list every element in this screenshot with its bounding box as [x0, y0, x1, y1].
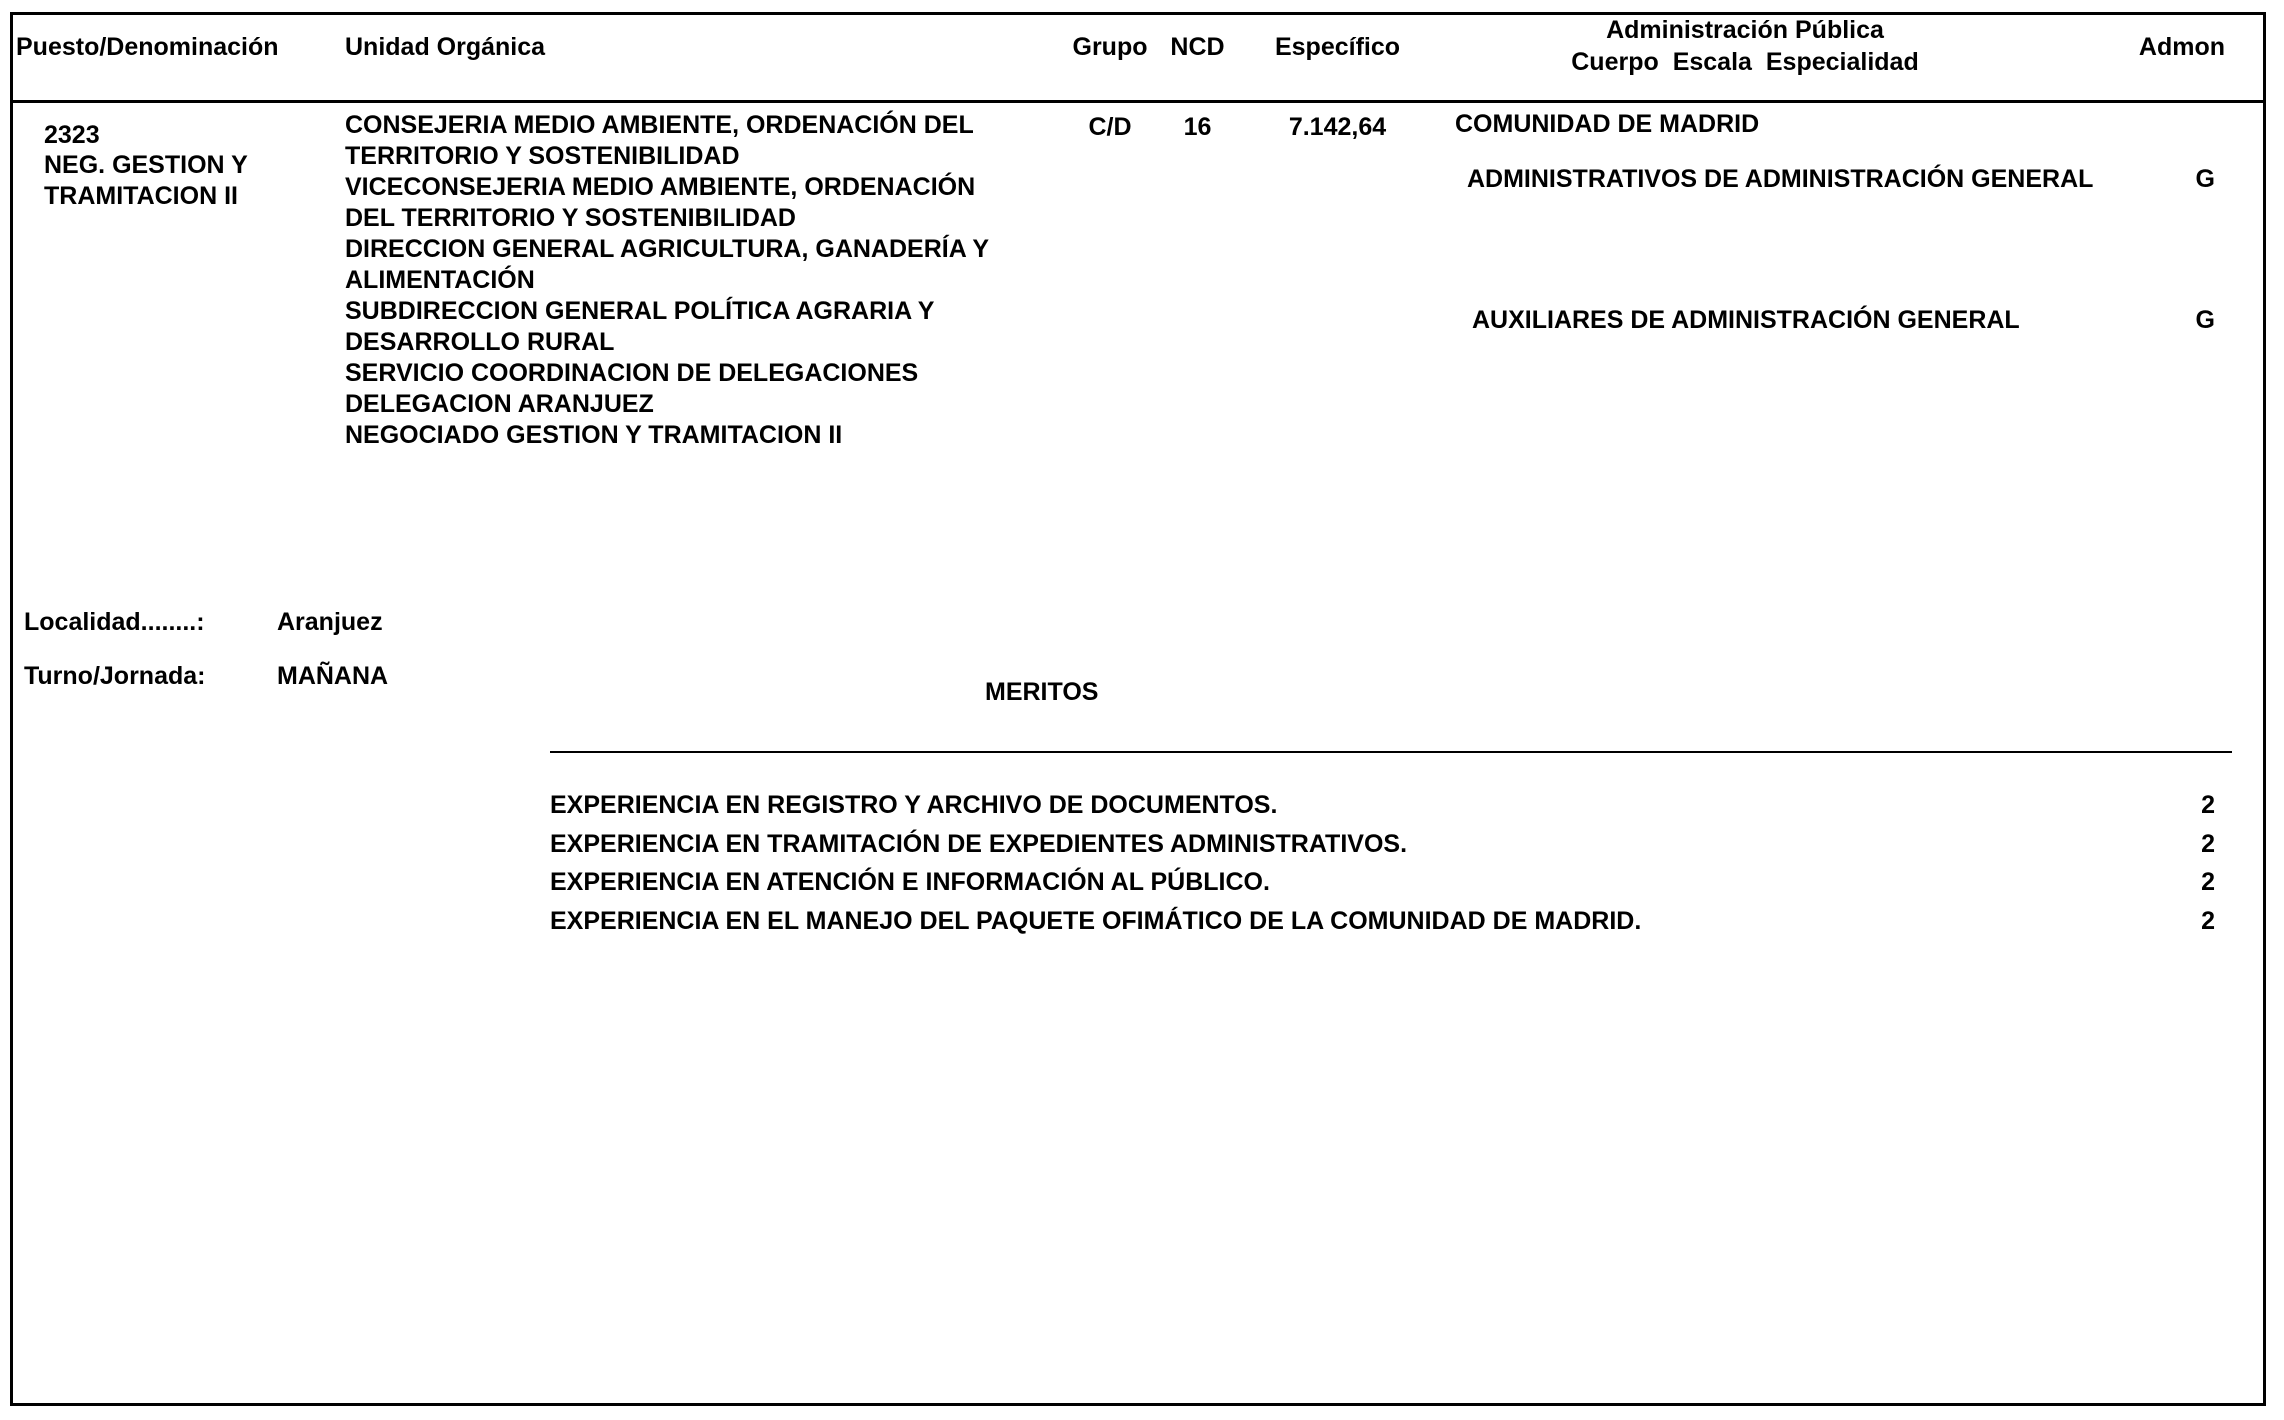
- column-header-unidad: Unidad Orgánica: [345, 33, 546, 61]
- merits-title: MERITOS: [985, 678, 1099, 706]
- merit-text: EXPERIENCIA EN TRAMITACIÓN DE EXPEDIENTES ADMINISTRATIVOS.: [550, 829, 1408, 858]
- organic-unit-line: SUBDIRECCION GENERAL POLÍTICA AGRARIA Y DESARROLLO RURAL: [345, 297, 934, 356]
- organic-unit-line: CONSEJERIA MEDIO AMBIENTE, ORDENACIÓN DEL TERRITORIO Y SOSTENIBILIDAD: [345, 111, 974, 170]
- organic-unit-line: SERVICIO COORDINACION DE DELEGACIONES: [345, 359, 919, 387]
- merit-text: EXPERIENCIA EN ATENCIÓN E INFORMACIÓN AL PÚBLICO.: [550, 868, 1270, 896]
- cuerpo-admon-value: G: [2195, 306, 2215, 334]
- localidad-value: Aranjuez: [277, 608, 383, 636]
- column-header-grupo: Grupo: [1072, 33, 1148, 61]
- position-denomination: NEG. GESTION Y TRAMITACION II: [44, 151, 248, 210]
- localidad-label: Localidad........:: [24, 608, 205, 636]
- merits-list: [550, 786, 2215, 940]
- position-code: 2323: [44, 121, 100, 149]
- cuerpo-name: AUXILIARES DE ADMINISTRACIÓN GENERAL: [1472, 306, 2020, 334]
- merit-points: 2: [2201, 868, 2215, 896]
- organic-unit-block: [345, 110, 1005, 451]
- organic-unit-line: DIRECCION GENERAL AGRICULTURA, GANADERÍA Y ALIMENTACIÓN: [345, 235, 989, 294]
- merit-row: [550, 825, 2215, 864]
- merit-points: 2: [2201, 791, 2215, 819]
- merits-rule-line: [550, 751, 2232, 753]
- cuerpo-admon-value: G: [2195, 165, 2215, 193]
- position-ncd-value: 16: [1183, 113, 1212, 141]
- public-administration-value: COMUNIDAD DE MADRID: [1455, 110, 1760, 138]
- merit-text: EXPERIENCIA EN REGISTRO Y ARCHIVO DE DOCUMENTOS.: [550, 791, 1278, 819]
- organic-unit-line: DELEGACION ARANJUEZ: [345, 390, 654, 418]
- header-separator-line: [10, 100, 2266, 103]
- column-header-puesto: Puesto/Denominación: [16, 33, 279, 61]
- merit-row: [550, 786, 2215, 825]
- column-header-especifico: Específico: [1274, 33, 1401, 61]
- column-header-cuerpo-escala-especialidad: Cuerpo Escala Especialidad: [1571, 48, 1919, 76]
- column-header-administracion-publica: Administración Pública: [1606, 16, 1884, 44]
- merit-points: 2: [2201, 906, 2215, 935]
- position-especifico-value: 7.142,64: [1288, 113, 1387, 141]
- column-header-admon: Admon: [2138, 33, 2225, 61]
- organic-unit-line: NEGOCIADO GESTION Y TRAMITACION II: [345, 421, 843, 449]
- organic-unit-line: VICECONSEJERIA MEDIO AMBIENTE, ORDENACIÓN DEL TERRITORIO Y SOSTENIBILIDAD: [345, 173, 976, 232]
- merit-text: EXPERIENCIA EN EL MANEJO DEL PAQUETE OFIMÁTICO DE LA COMUNIDAD DE MADRID.: [550, 906, 1642, 935]
- merit-row: [550, 863, 2215, 902]
- merit-points: 2: [2201, 829, 2215, 858]
- cuerpo-name: ADMINISTRATIVOS DE ADMINISTRACIÓN GENERAL: [1467, 165, 2094, 193]
- column-header-ncd: NCD: [1170, 33, 1225, 61]
- position-group-value: C/D: [1088, 113, 1132, 141]
- turno-jornada-value: MAÑANA: [277, 662, 389, 690]
- turno-jornada-label: Turno/Jornada:: [24, 662, 206, 690]
- merit-row: [550, 902, 2215, 941]
